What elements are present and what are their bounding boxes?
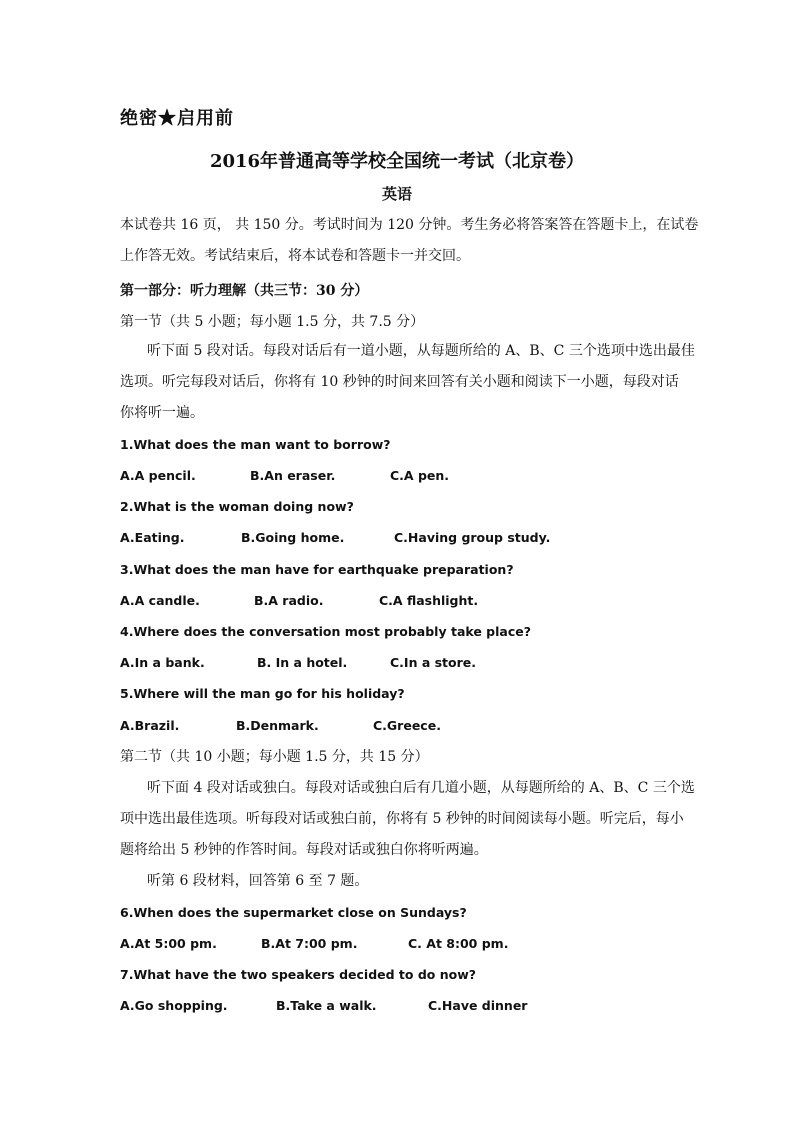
section2-title: 第二节（共 10 小题；每小题 1.5 分，共 15 分）	[120, 749, 429, 765]
q4-option-c: C.In a store.	[390, 655, 477, 670]
q1-option-c: C.A pen.	[390, 468, 450, 483]
section1-title: 第一节（共 5 小题；每小题 1.5 分，共 7.5 分）	[120, 314, 425, 330]
confidential-label: 绝密★启用前	[120, 108, 234, 129]
intro-line-1: 本试卷共 16 页， 共 150 分。考试时间为 120 分钟。考生务必将答案答在答题卡上，在试卷	[120, 217, 699, 233]
q7-option-c: C.Have dinner	[428, 998, 528, 1013]
q2-option-b: B.Going home.	[241, 530, 345, 545]
q7-option-b: B.Take a walk.	[276, 998, 377, 1013]
q3-option-a: A.A candle.	[120, 593, 200, 608]
q3-option-b: B.A radio.	[254, 593, 324, 608]
q5-option-a: A.Brazil.	[120, 718, 180, 733]
question-1: 1.What does the man want to borrow?	[120, 437, 391, 452]
question-4: 4.Where does the conversation most probably take place?	[120, 624, 531, 639]
subject-title: 英语	[381, 185, 412, 203]
exam-title: 2016年普通高等学校全国统一考试（北京卷）	[209, 151, 585, 172]
q4-option-a: A.In a bank.	[120, 655, 205, 670]
section1-instruction-2: 选项。听完每段对话后，你将有 10 秒钟的时间来回答有关小题和阅读下一小题，每段对话	[120, 374, 679, 390]
material-6-instruction: 听第 6 段材料，回答第 6 至 7 题。	[147, 873, 369, 889]
q2-option-a: A.Eating.	[120, 530, 185, 545]
q7-option-a: A.Go shopping.	[120, 998, 228, 1013]
section2-instruction-3: 题将给出 5 秒钟的作答时间。每段对话或独白你将听两遍。	[120, 842, 488, 858]
q5-option-c: C.Greece.	[373, 718, 441, 733]
section2-instruction-2: 项中选出最佳选项。听每段对话或独白前，你将有 5 秒钟的时间阅读每小题。听完后，每小	[120, 811, 684, 827]
section1-instruction-1: 听下面 5 段对话。每段对话后有一道小题，从每题所给的 A、B、C 三个选项中选出最佳	[147, 343, 695, 359]
q3-option-c: C.A flashlight.	[379, 593, 479, 608]
question-6: 6.When does the supermarket close on Sundays?	[120, 905, 467, 920]
section1-instruction-3: 你将听一遍。	[120, 405, 204, 421]
section2-instruction-1: 听下面 4 段对话或独白。每段对话或独白后有几道小题，从每题所给的 A、B、C 三个选	[147, 780, 695, 796]
q2-option-c: C.Having group study.	[394, 530, 551, 545]
q6-option-b: B.At 7:00 pm.	[261, 936, 358, 951]
q1-option-b: B.An eraser.	[250, 468, 336, 483]
q5-option-b: B.Denmark.	[236, 718, 319, 733]
q4-option-b: B. In a hotel.	[257, 655, 348, 670]
q6-option-c: C. At 8:00 pm.	[408, 936, 509, 951]
intro-line-2: 上作答无效。考试结束后，将本试卷和答题卡一并交回。	[120, 248, 470, 264]
question-7: 7.What have the two speakers decided to do now?	[120, 967, 477, 982]
question-5: 5.Where will the man go for his holiday?	[120, 686, 405, 701]
part1-title: 第一部分：听力理解（共三节：30 分）	[120, 283, 369, 299]
question-2: 2.What is the woman doing now?	[120, 499, 354, 514]
question-3: 3.What does the man have for earthquake preparation?	[120, 562, 514, 577]
q6-option-a: A.At 5:00 pm.	[120, 936, 217, 951]
q1-option-a: A.A pencil.	[120, 468, 196, 483]
